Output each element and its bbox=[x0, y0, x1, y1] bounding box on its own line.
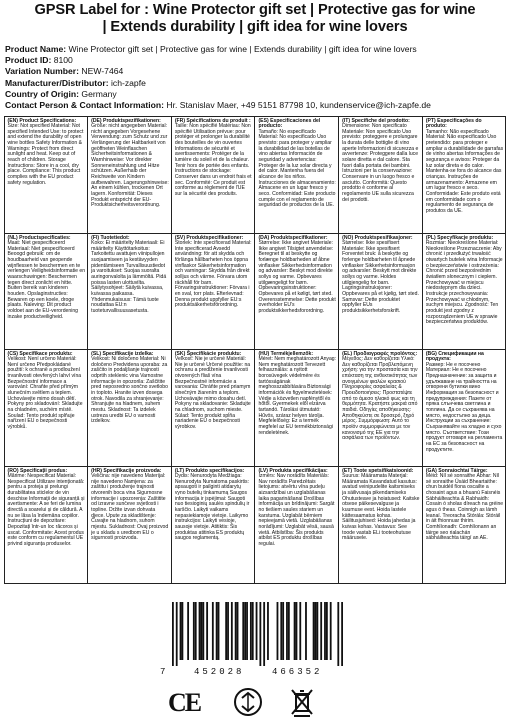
spec-cell-heading: (SL) Specifikacije izdelka: bbox=[91, 350, 154, 357]
barcode-bar bbox=[225, 602, 227, 660]
spec-cell bbox=[422, 116, 507, 234]
spec-grid bbox=[4, 116, 506, 583]
barcode-bar bbox=[201, 602, 203, 660]
spec-cell-heading: (LT) Produkto specifikacijos: bbox=[174, 467, 245, 474]
spec-cell-text: Dydis: Nenurodyta Medžiaga: Nenurodyta Numatoma paskirtis: apsaugoti ir pailginti atidarytų vyno butelių tinkamumą Saugos informacija ir įspėjimai: Saugoti nuo tiesioginių saulės spindulių ir karščio. Laikyti vaikams nepasiekiamoje vietoje. Laikymo instrukcijos: Laikyti vėsioje, sausoje vietoje. Atitiktis: Šis produktas atitinka ES produktų saugos reglamentą. bbox=[174, 473, 250, 542]
spec-cell-text: Storlek: Inte specificerad Material: Inte specificerad Avsedd användning: för att skydda och förlänga hållbarheten hos öppna vinflaskor Säkerhetsinformation och varningar: Skydda från direkt solljus och värme. Förvara utom räckhåll för barn. Förvaringsinstruktioner: Förvara i en sval, torr plats. Efterlevnad: Denna produkt uppfyller EU:s produktsäkerhetsförordning. bbox=[174, 240, 252, 309]
barcode-bar bbox=[195, 602, 197, 660]
spec-cell-heading: (SV) Produktspecifikationer: bbox=[174, 234, 244, 241]
spec-cell-heading: (RO) Specificații produs: bbox=[7, 467, 68, 474]
spec-cell bbox=[422, 233, 507, 350]
spec-cell-text: Dimensione: Non specificato Materiale: Non specificato Uso previsto: proteggere e prolungare la durata delle bottiglie di vino aperte Informazioni di sicurezza e avvertenze: Proteggere dalla luce solare diretta e dal calore. Sta fuori dalla portata dei bambini. Istruzioni per la conservazione: Conservare in un luogo fresco e asciutto. Conformità: Questo prodotto è conforme al regolamento UE sulla sicurezza dei prodotti. bbox=[342, 123, 419, 203]
barcode-left-digits: 452028 bbox=[194, 667, 245, 677]
spec-cell bbox=[171, 349, 256, 467]
barcode-bar bbox=[341, 602, 343, 666]
barcode-bar bbox=[296, 602, 298, 660]
spec-cell-text: Größe: nicht angegeben Material: nicht angegeben Vorgesehene Verwendung: zum Schutz und zur Verlängerung der Haltbarkeit von geöffneten Weinflaschen Sicherheitsinformationen & Warnhinweise: Vor direkter Sonneneinstrahlung und Hitze schützen. Außerhalb der Reichweite von Kindern aufbewahren. Lagerungshinweise: An einem kühlen, trockenen Ort lagern. Konformität: Dieses Produkt entspricht der EU-Produktsicherheitsverordnung. bbox=[91, 123, 169, 209]
info-variation-number: Variation Number: NEW-7464 bbox=[5, 66, 124, 77]
barcode-bar bbox=[267, 602, 269, 660]
spec-cell-text: Izmērs: Nav norādīts Materiāls: Nav norādīts Paredzētais lietojums: atvērtu vīna pudeļu aizsardzībai un uzglabāšanas laika pagarināšanai Drošības informācija un brīdinājumi: Sargāt no tiešiem saules stariem un karstuma. Uzglabāt bērniem nepieejamā vietā. Uzglabāšanas norādījumi: Uzglabāt vēsā, sausā vietā. Atbilstība: Šis produkts atbilst ES produktu drošības regulai. bbox=[258, 473, 335, 548]
spec-cell bbox=[254, 233, 339, 350]
spec-cell bbox=[87, 466, 172, 584]
spec-cell-heading: (DE) Produktspezifikationen: bbox=[91, 117, 161, 124]
spec-cell-heading: (FI) Tuotetiedot: bbox=[91, 234, 130, 241]
spec-cell-text: Μέγεθος: Δεν καθορίζεται Υλικό: Δεν καθορίζεται Προβλεπόμενη χρήση: για την προστασία και την επέκταση της ανθεκτικότητας των ανοιγμένων φιαλών κρασιού Πληροφορίες ασφαλείας & Προειδοποιήσεις: Προστατέψτε από το άμεσο ηλιακό φως και τη θερμότητα. Κρατήστε μακριά από παιδιά. Οδηγίες αποθήκευσης: Αποθηκεύστε σε δροσερό, ξηρό μέρος. Συμμόρφωση: Αυτό το προϊόν συμμορφώνεται με τον κανονισμό της ΕΕ για την ασφάλεια των προϊόντων. bbox=[342, 356, 418, 442]
barcode-bar bbox=[277, 602, 279, 660]
spec-cell-heading: (LV) Produkta specifikācijas: bbox=[258, 467, 328, 474]
ce-mark-icon: CE bbox=[168, 688, 201, 717]
spec-cell-text: Veľkosť: Nie je určené Materiál: Nie je určené Určené použitie: na ochranu a predĺženie trvanlivosti otvorených fliaš vína Bezpečnostné informácie a varovania: Chráňte pred priamym slnečným žiarením a teplom. Uchovávajte mimo dosahu detí. Pokyny na skladovanie: Skladujte na chladnom, suchom mieste. Súlad: Tento produkt spĺňa nariadenie EÚ o bezpečnosti výrobkov. bbox=[174, 356, 251, 431]
info-manufacturer: Manufacturer/Distributor: ich-zapfe bbox=[5, 77, 146, 88]
barcode-bar bbox=[216, 602, 218, 660]
spec-cell-heading: (SK) Špecifikácie produktu: bbox=[174, 350, 242, 357]
info-product-name: Product Name: Wine Protector gift set | Protective gas for wine | Extends durability | gift idea for wine lovers bbox=[5, 44, 417, 54]
spec-cell-text: Размер: Не е посочено Материал: Не е посочено Предназначение: за защита и удължаване на трайността на отворени бутилки вино Информация за безопасност и предупреждения: Пазете от пряка слънчева светлина и топлина. Да се съхранява на място, недостъпно за деца. Инструкции за съхранение: Съхранявайте на хладно и сухо място. Съответствие: Този продукт отговаря на регламента на ЕС за безопасност на продуктите. bbox=[425, 361, 503, 453]
barcode-bar bbox=[250, 602, 252, 660]
barcode-bar bbox=[259, 602, 261, 666]
barcode-bar bbox=[263, 602, 265, 666]
spec-cell-text: Taille: Non spécifié Matériau: Non spécifié Utilisation prévue: pour protéger et prolonger la durabilité des bouteilles de vin ouvertes Informations de sécurité et avertissements: Protéger de la lumière du soleil et de la chaleur. Tenir hors de portée des enfants. Instructions de stockage: Conserver dans un endroit frais et sec. Conformité: Ce produit est conforme au règlement de l'UE sur la sécurité des produits. bbox=[174, 123, 252, 198]
barcode-bar bbox=[212, 602, 214, 660]
spec-cell bbox=[87, 233, 172, 350]
spec-cell bbox=[87, 116, 172, 234]
barcode-bar bbox=[288, 602, 290, 660]
barcode-bar bbox=[242, 602, 244, 660]
barcode-bar bbox=[237, 602, 239, 660]
title-line-1: GPSR Label for : Wine Protector gift set | Protective gas for wine bbox=[34, 2, 476, 18]
barcode-bar bbox=[176, 602, 178, 666]
info-contact: Contact Person & Contact Information: Hr. Stanislav Maer, +49 5151 87798 10, kundenservice@ich-zapfe.de bbox=[5, 100, 431, 111]
info-product-id: Product ID: 8100 bbox=[5, 55, 73, 66]
spec-cell-text: Størrelse: Ikke spesifisert Materiale: Ikke spesifisert Forventet bruk: å beskytte og forlenge holdbarheten til åpnede vinflasker Sikkerhetsinformasjon og advarsler: Beskytt mot direkte sollys og varme. Holdes utilgjengelig for barn. Lagringsinstruksjoner: Oppbevares på et kjølig, tørt sted. Samsvar: Dette produktet oppfyller EUs produktsikkerhetsforskrift. bbox=[342, 240, 419, 315]
spec-cell bbox=[254, 116, 339, 234]
spec-cell bbox=[171, 116, 256, 234]
barcode-bar bbox=[299, 602, 301, 660]
spec-cell bbox=[171, 233, 256, 350]
spec-cell-text: Size: Not specified Material: Not specified Intended Use: to protect and extend the durability of open wine bottles Safety Information & Warnings: Protect from direct sunlight and heat. Keep out of reach of children. Storage Instructions: Store in a cool, dry place. Compliance: This product complies with the EU product safety regulation. bbox=[7, 123, 84, 186]
spec-cell-text: Veličina: nije navedeno Materijal: nije navedeno Namjena: za zaštitu i produženje trajnosti otvorenih boca vina Sigurnosne informacije i upozorenja: Zaštitite od izravne sunčeve svjetlosti i topline. Držite izvan dohvata djece. Upute za skladištenje: Čuvajte na hladnom, suhom mjestu. Sukladnost: Ovaj proizvod je u skladu s uredbom EU o sigurnosti proizvoda. bbox=[91, 473, 169, 542]
spec-cell bbox=[338, 233, 423, 350]
spec-cell bbox=[254, 349, 339, 467]
spec-cell-text: Tamanho: Não especificado Material: Não especificado Uso pretendido: para proteger e ampliar a durabilidade de garrafas de vinho abertas Informações de segurança e avisos: Proteger da luz solar direta e do calor. Mantenha-se fora do alcance das crianças. Instruções de armazenamento: Armazene em um lugar fresco e seco. Conformidade: Este produto está em conformidade com o regulamento de segurança de produtos da UE. bbox=[425, 128, 504, 214]
spec-cell-text: Koko: Ei määritelty Materiaali: Ei määritelty Käyttötarkoitus: Tarkoitettu avattujen viinipullojen suojaamiseen ja kestävyyden pidentämiseen Turvallisuustiedot ja varoitukset: Suojaa suoralta auringonvalolta ja lämmöltä. Pidä poissa lasten ulottuvilta. Säilytysohjeet: Säilytä kuivassa, kuivassa paikassa. Yhdenmukaisuus: Tämä tuote noudattaa EU:n tuoteturvallisuusasetusta. bbox=[91, 240, 167, 315]
spec-cell-text: Méret: Nem meghatározott Anyag: Nem meghatározott Tervezett felhasználás: a nyitott borosüvegek védelmére és tartósságának meghosszabbítására Biztonsági információk és figyelmeztetések: Védje a közvetlen napfénytől és hőtől. Gyermekek elől elzárva tartandó. Tárolási útmutató: Hűvös, száraz helyen tárolja. Megfelelőség: Ez a termék megfelel az EU termékbiztonsági rendeletének. bbox=[258, 356, 337, 436]
barcode-bar bbox=[202, 602, 204, 660]
spec-cell bbox=[87, 349, 172, 467]
spec-cell-text: Méid: Níl sé sonraithe Ábhar: Níl sé sonraithe Úsáid Bheartaithe: chun buidéil fíona oscailte a chosaint agus a bhuanú Faisnéis Sábháilteachta & Rabhaidh: Cosain ó sholas díreach na gréine agus ó theas. Coinnigh as lámh leanaí. Treoracha Stórála: Stóráil in áit fhionnuar thirim. Comhlíonadh: Comhlíonann an táirge seo rialachán sábháilteachta táirgí an AE. bbox=[425, 473, 504, 542]
spec-cell-heading: (DA) Produktspecifikationer: bbox=[258, 234, 328, 241]
barcode-bar bbox=[326, 602, 328, 660]
spec-cell bbox=[4, 349, 89, 467]
barcode-bar bbox=[193, 602, 195, 660]
spec-cell-text: Rozmiar: Nieokreślone Materiał: Nieokreślone Przeznaczenie: Aby chronić i przedłużyć trwałość otwartych butelek wina Informacje o bezpieczeństwie i ostrzeżenia: Chronić przed bezpośrednim światłem słonecznym i ciepłem. Przechowywać w miejscu niedostępnym dla dzieci. Instrukcje przechowywania: Przechowywać w chłodnym, suchym miejscu. Zgodność: Ten produkt jest zgodny z rozporządzeniem UE w sprawie bezpieczeństwa produktów. bbox=[425, 240, 503, 326]
barcode-bar bbox=[246, 602, 248, 660]
spec-cell-heading: (CS) Specifikace produktu: bbox=[7, 350, 73, 357]
spec-cell-heading: (PL) Specyfikacje produktu: bbox=[425, 234, 494, 241]
trash-bin-icon bbox=[286, 686, 318, 718]
spec-cell bbox=[254, 466, 339, 584]
recycle-icon bbox=[232, 686, 264, 718]
barcode-bar bbox=[244, 602, 246, 660]
barcode-bar bbox=[294, 602, 296, 660]
barcode bbox=[158, 600, 352, 680]
barcode-bar bbox=[187, 602, 189, 660]
info-country: Country of Origin: Germany bbox=[5, 88, 117, 99]
barcode-bar bbox=[320, 602, 322, 660]
spec-cell-text: Velikost: Není určeno Materiál: Není určeno Předpokládané použití: k ochraně a prodloužení trvanlivosti otevřených lahví vína Bezpečnostní informace a varování: Chraňte před přímým slunečním světlem a teplem. Uchovávejte mimo dosah dětí. Pokyny pro skladování: Skladujte na chladném, suchém místě. Soulad: Tento produkt splňuje nařízení EU o bezpečnosti výrobků. bbox=[7, 356, 83, 431]
spec-cell bbox=[338, 349, 423, 467]
barcode-bar bbox=[280, 602, 282, 660]
spec-cell-heading: (ES) Especificaciones del producto: bbox=[258, 117, 321, 130]
spec-cell-heading: (EL) Προδιαγραφές προϊόντος: bbox=[342, 350, 418, 357]
barcode-bar bbox=[282, 602, 284, 660]
spec-cell bbox=[4, 116, 89, 234]
barcode-bar bbox=[227, 602, 229, 660]
barcode-bar bbox=[324, 602, 326, 660]
barcode-right-digits: 466352 bbox=[272, 667, 323, 677]
spec-cell-text: Tamaño: No especificado Material: No especificado Uso previsto: para proteger y ampliar la durabilidad de las botellas de vino abiertas Información de seguridad y advertencias: Proteger de la luz solar directa y del calor. Mantenha fuera del alcance de los niños. Instrucciones de almacenamiento: Almacene en un lugar fresco y seco. Conformidad: Este producto cumple con el reglamento de seguridad de productos de la UE. bbox=[258, 128, 336, 209]
barcode-lead-digit: 7 bbox=[160, 667, 166, 677]
label-title bbox=[4, 2, 506, 36]
spec-cell-text: Suurus: Määramata Materjal: Määramata Kavandatud kasutus: avatud veinipudelite kaitsmiseks ja säilivusaja pikendamiseks Ohutusteave ja hoiatused: Kaitske otsese päikesevalguse ja kuumuse eest. Hoida lastele kättesaamatus kohas. Säilitusjuhised: Hoida jahedas ja kuivas kohas. Vastavus: See toode vastab ELi tooteohutuse määrusele. bbox=[342, 473, 420, 542]
spec-cell-text: Velikost: Ni določeno Material: Ni določeno Predvidena uporaba: za zaščito in podaljšanje trajnosti odprtih steklenic vina Varnostne informacije in opozorila: Zaščitite pred neposredno sončno svetlobo in toploto. Hranite izven dosega otrok. Navodila za shranjevanje: Shranjujte na hladnem, suhem mestu. Skladnost: Ta izdelek ustreza uredbi EU o varnosti izdelkov. bbox=[91, 356, 168, 425]
barcode-bar bbox=[305, 602, 307, 660]
barcode-bar bbox=[218, 602, 220, 660]
product-info bbox=[5, 44, 505, 111]
spec-cell bbox=[171, 466, 256, 584]
barcode-bar bbox=[337, 602, 339, 666]
spec-cell-heading: (PT) Especificações do produto: bbox=[425, 117, 482, 130]
spec-cell bbox=[422, 466, 507, 584]
title-line-2: | Extends durability | gift idea for wine lovers bbox=[102, 19, 408, 35]
barcode-bar bbox=[256, 602, 258, 660]
spec-cell-heading: (BG) Спецификации на продукта: bbox=[425, 350, 484, 363]
barcode-bars bbox=[172, 602, 344, 666]
spec-cell-heading: (HR) Specifikacije proizvoda: bbox=[91, 467, 162, 474]
spec-cell bbox=[338, 116, 423, 234]
barcode-bar bbox=[199, 602, 201, 660]
barcode-bar bbox=[286, 602, 288, 660]
spec-cell-text: Størrelse: Ikke angivet Materiale: Ikke angivet Tilsigtet anvendelse: Beregnet til at beskytte og forlænge holdbarheden af åbne vinflasker Sikkerhedsinformation og advarsler: Beskyt mod direkte sollys og varme. Opbevares utilgængeligt for børn. Opbevaringsinstruktioner: Opbevares på et køligt, tørt sted. Overensstemmelse: Dette produkt overholder EU's produktsikkerhedsforordning. bbox=[258, 240, 336, 315]
barcode-bar bbox=[315, 602, 317, 660]
barcode-bar bbox=[180, 602, 182, 660]
barcode-bar bbox=[316, 602, 318, 660]
barcode-bar bbox=[172, 602, 174, 666]
barcode-bar bbox=[231, 602, 233, 660]
spec-cell bbox=[422, 349, 507, 467]
spec-cell bbox=[4, 466, 89, 584]
barcode-bar bbox=[206, 602, 208, 660]
spec-cell-text: Mărime: Nespecificat Material: Nespecificat Utilizare intenționată: pentru a proteja și prelungi durabilitatea sticlelor de vin deschise Informații de siguranță și avertismente: A se feri de lumina directă a soarelui și de căldură. A nu se lăsa la îndemâna copiilor. Instrucțiuni de depozitare: Depozitați într-un loc răcoros și uscat. Conformitate: Acest produs este conform cu regulamentul UE privind siguranța produselor. bbox=[7, 473, 85, 548]
spec-cell-heading: (ET) Toote spetsifikatsioonid: bbox=[342, 467, 414, 474]
spec-cell-text: Maat: Niet gespecificeerd Materiaal: Niet gespecificeerd Beoogd gebruik: om de houdbaarheid van geopende wijnflessen te beschermen en te verlengen Veiligheidsinformatie en waarschuwingen: Beschermen tegen direct zonlicht en hitte. Buiten bereik van kinderen houden. Opslaginstructies: Bewaren op een koele, droge plaats. Naleving: Dit product voldoet aan de EU-verordening inzake productveiligheid. bbox=[7, 240, 86, 320]
spec-cell-heading: (IT) Specifiche del prodotto: bbox=[342, 117, 410, 124]
barcode-bar bbox=[252, 602, 254, 660]
spec-cell-heading: (NO) Produktspesifikasjoner: bbox=[342, 234, 413, 241]
barcode-bar bbox=[235, 602, 237, 660]
spec-cell-heading: (FR) Spécifications du produit : bbox=[174, 117, 251, 124]
spec-cell bbox=[338, 466, 423, 584]
spec-cell-heading: (HU) Termékjellemzők: bbox=[258, 350, 314, 357]
compliance-icons bbox=[0, 684, 510, 720]
barcode-bar bbox=[182, 602, 184, 660]
spec-cell bbox=[4, 233, 89, 350]
spec-cell-heading: (EN) Product Specifications: bbox=[7, 117, 77, 124]
barcode-bar bbox=[313, 602, 315, 660]
spec-cell-heading: (NL) Productspecificaties: bbox=[7, 234, 71, 241]
barcode-bar bbox=[330, 602, 332, 660]
spec-cell-heading: (GA) Sonraíochtaí Táirge: bbox=[425, 467, 488, 474]
